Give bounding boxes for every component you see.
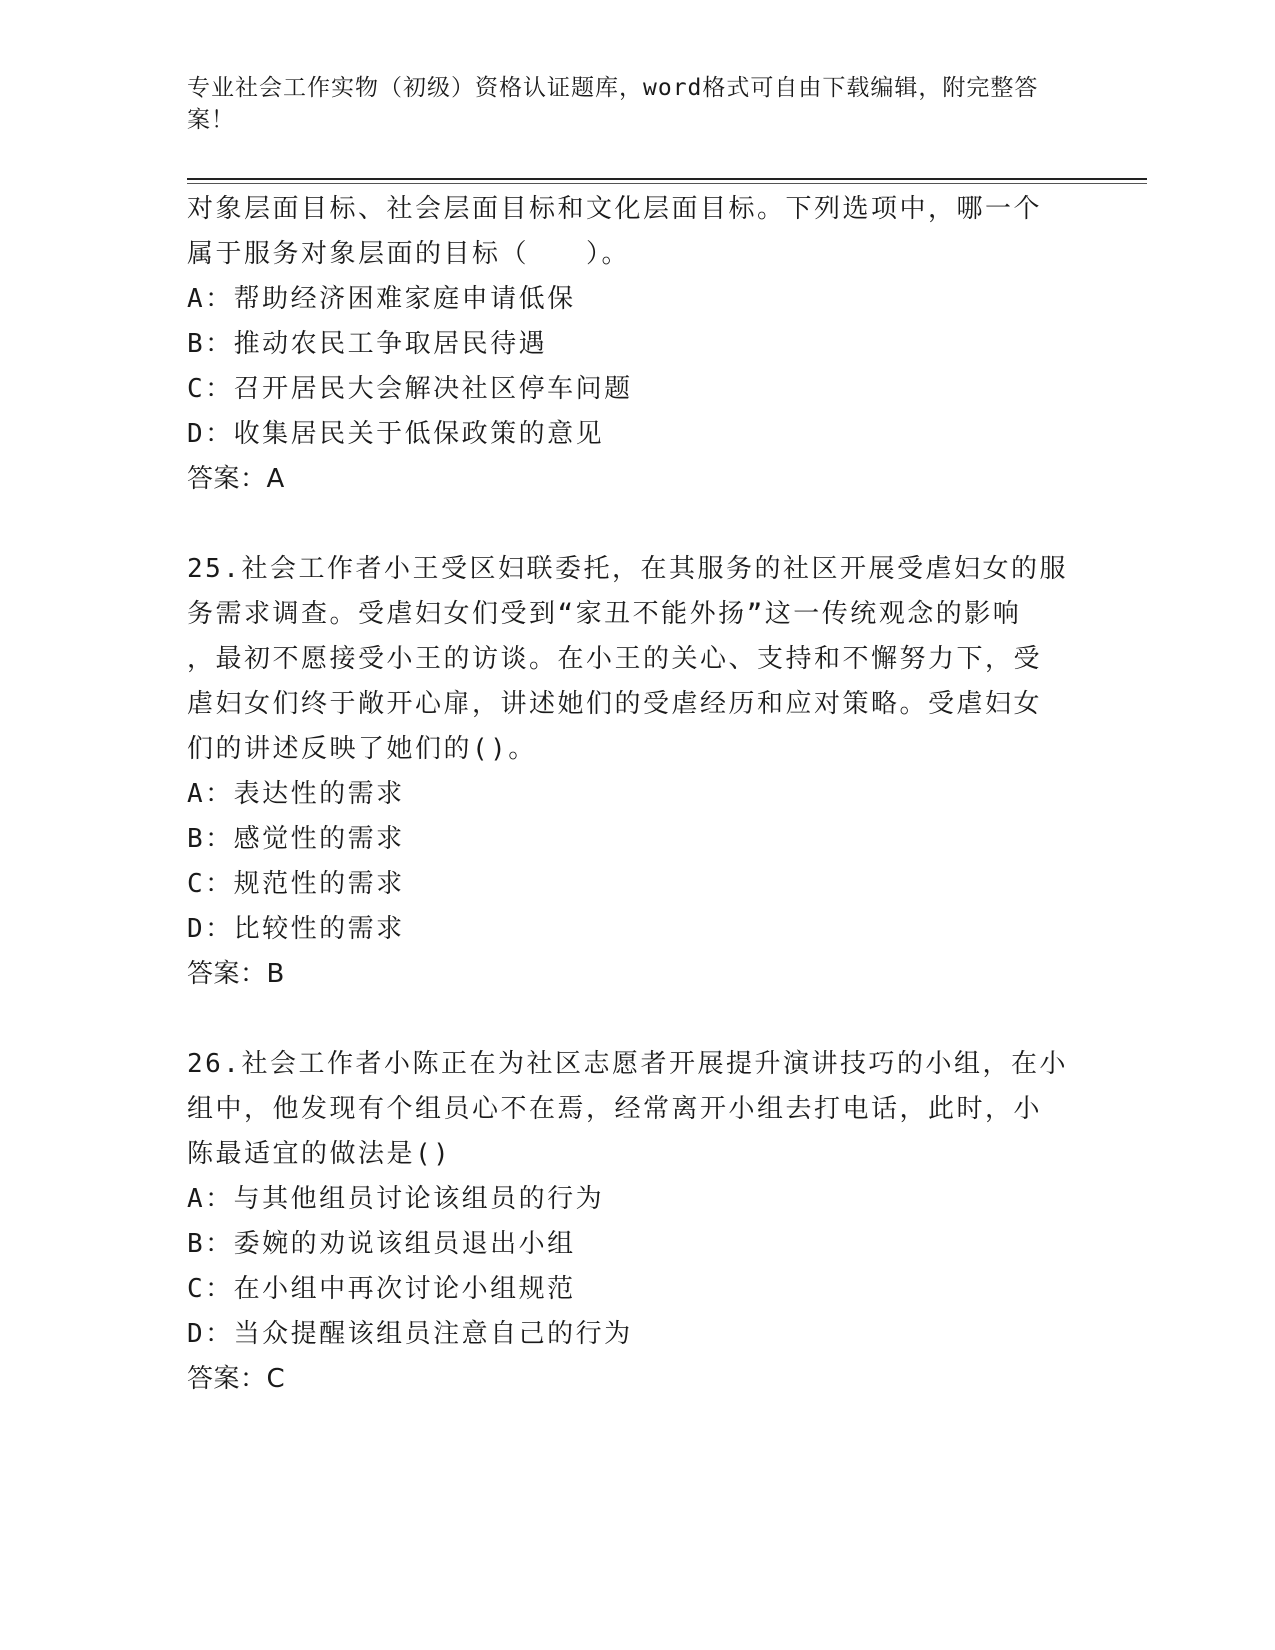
option-a: A：表达性的需求 [187,779,405,809]
header-divider-thick [187,178,1147,180]
spacer [187,502,1087,547]
question-list [187,187,1087,1402]
option-b: B：感觉性的需求 [187,824,405,854]
header-line-1: 专业社会工作实物（初级）资格认证题库，word格式可自由下载编辑，附完整答 [187,75,1039,101]
question-stem-line: 虐妇女们终于敞开心扉，讲述她们的受虐经历和应对策略。受虐妇女 [187,689,1043,719]
option-d: D：收集居民关于低保政策的意见 [187,419,605,449]
header-divider-thin [187,183,1147,184]
option-a: A：帮助经济困难家庭申请低保 [187,284,576,314]
question-stem-line: ，最初不愿接受小王的访谈。在小王的关心、支持和不懈努力下，受 [187,644,1043,674]
spacer [187,997,1087,1042]
question-stem-line: 务需求调查。受虐妇女们受到“家丑不能外扬”这一传统观念的影响 [187,599,1022,629]
option-b: B：推动农民工争取居民待遇 [187,329,548,359]
answer-line: 答案：B [187,959,285,989]
question-stem-line: 属于服务对象层面的目标（ ）。 [187,239,631,269]
question-stem-line: 对象层面目标、社会层面目标和文化层面目标。下列选项中，哪一个 [187,194,1043,224]
option-c: C：在小组中再次讨论小组规范 [187,1274,576,1304]
option-b: B：委婉的劝说该组员退出小组 [187,1229,576,1259]
option-c: C：规范性的需求 [187,869,405,899]
question-stem-line: 26.社会工作者小陈正在为社区志愿者开展提升演讲技巧的小组，在小 [187,1049,1068,1079]
question-24 [187,187,1087,502]
question-stem-line: 25.社会工作者小王受区妇联委托，在其服务的社区开展受虐妇女的服 [187,554,1068,584]
question-26 [187,1042,1087,1402]
answer-line: 答案：C [187,1364,286,1394]
question-stem-line: 陈最适宜的做法是() [187,1139,452,1169]
question-stem-line: 组中，他发现有个组员心不在焉，经常离开小组去打电话，此时，小 [187,1094,1043,1124]
header-line-2: 案！ [187,107,235,133]
question-stem-line: 们的讲述反映了她们的()。 [187,734,537,764]
option-d: D：当众提醒该组员注意自己的行为 [187,1319,633,1349]
question-25 [187,547,1087,997]
answer-line: 答案：A [187,464,285,494]
option-a: A：与其他组员讨论该组员的行为 [187,1184,605,1214]
option-d: D：比较性的需求 [187,914,405,944]
option-c: C：召开居民大会解决社区停车问题 [187,374,633,404]
document-header [187,72,1067,136]
